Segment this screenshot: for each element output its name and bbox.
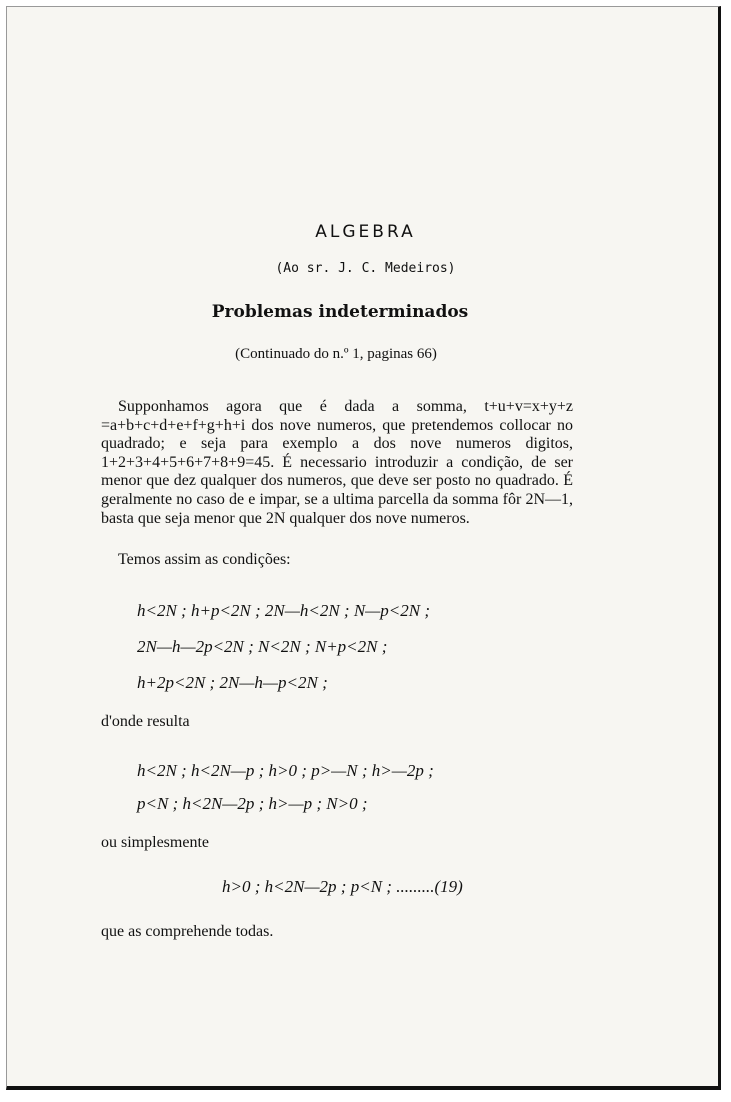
condition-line-3: h+2p<2N ; 2N—h—p<2N ; [137, 673, 328, 692]
result-line-2: p<N ; h<2N—2p ; h>—p ; N>0 ; [137, 794, 368, 813]
body-paragraph: Supponhamos agora que é dada a somma, t+u+v=x+y+z =a+b+c+d+e+f+g+h+i dos nove numeros, que pretendemos collocar no quadrado; e seja para exemplo a dos nove numeros digitos, 1+2+3+4+5+6+7+8+9=45. É necessario introduzir a condição, de ser menor que dez qualquer dos numeros, que deve ser posto no quadrado. É geralmente no caso de e impar, se a ultima parcella da somma fôr 2N—1, basta que seja menor que 2N qualquer dos nove numeros. [101, 398, 573, 527]
dedication: (Ao sr. J. C. Medeiros) [275, 261, 456, 276]
closing-text: que as comprehende todas. [101, 923, 274, 940]
result-intro: d'onde resulta [101, 713, 190, 730]
section-title: Problemas indeterminados [211, 302, 469, 322]
result-line-1: h<2N ; h<2N—p ; h>0 ; p>—N ; h>—2p ; [137, 761, 434, 780]
simple-equation: h>0 ; h<2N—2p ; p<N ; .........(19) [222, 877, 463, 896]
conditions-intro: Temos assim as condições: [118, 551, 291, 568]
condition-line-1: h<2N ; h+p<2N ; 2N—h<2N ; N—p<2N ; [137, 601, 431, 620]
simple-intro: ou simplesmente [101, 834, 209, 851]
continuation-note: (Continuado do n.º 1, paginas 66) [235, 346, 437, 362]
page-title: ALGEBRA [315, 222, 416, 242]
condition-line-2: 2N—h—2p<2N ; N<2N ; N+p<2N ; [137, 637, 388, 656]
